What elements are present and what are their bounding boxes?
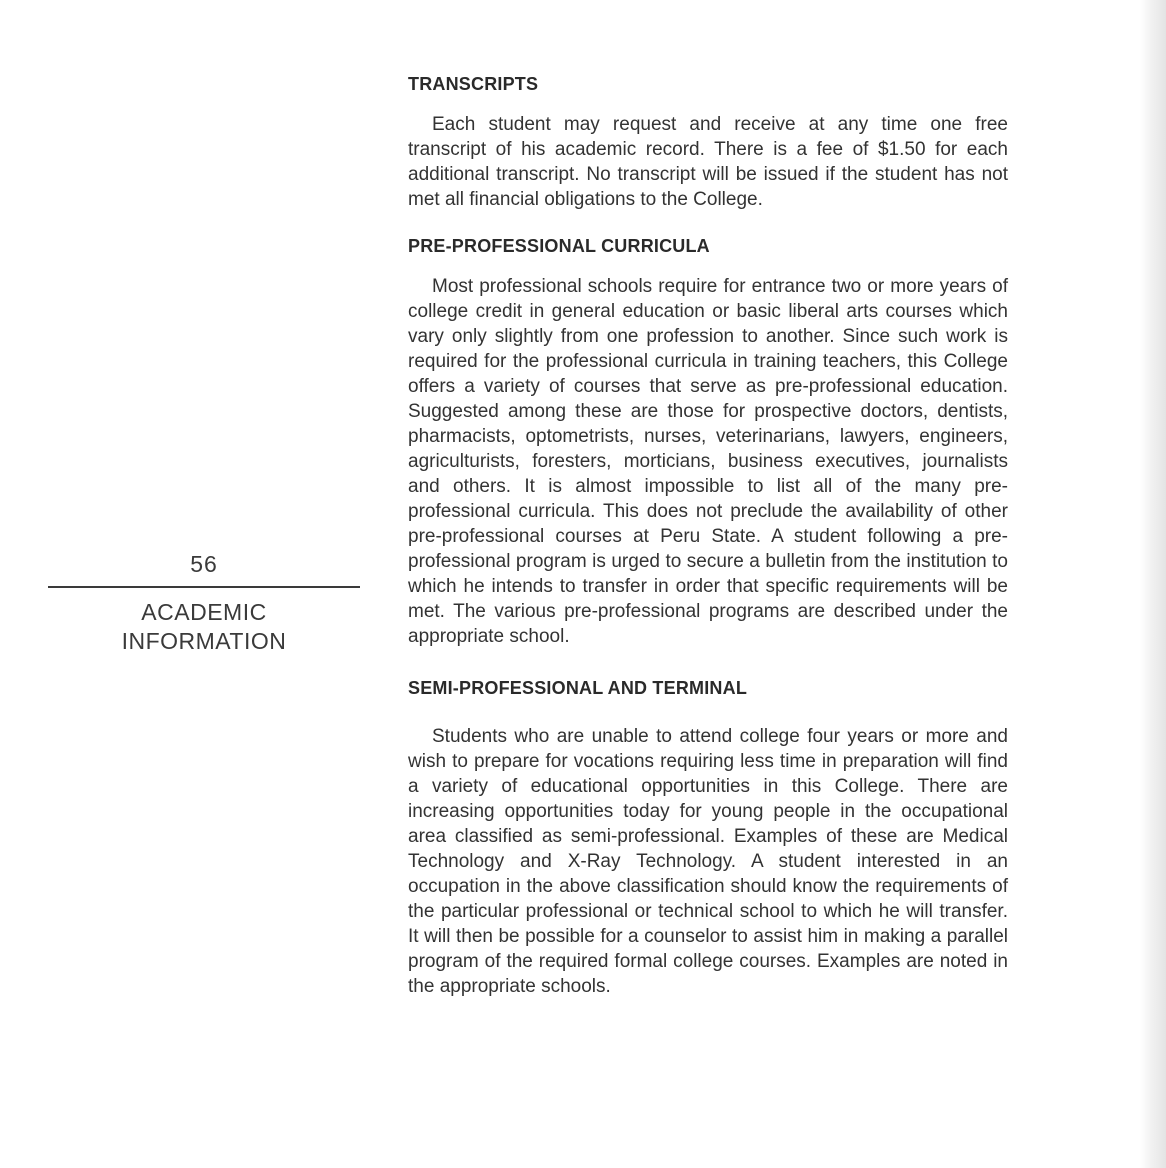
paragraph-pre-professional-curricula: Most professional schools require for entrance two or more years of college credit in general education or basic liberal arts courses which vary only slightly from one profession to another. Since such work is required for the professional curricula in training teachers, this College offers a variety of courses that serve as pre-professional education. Suggested among these are those for prospective doctors, dentists, pharmacists, optometrists, nurses, veterinarians, lawyers, engineers, agriculturists, foresters, morticians, business executives, journalists and others. It is almost impossible to list all of the many pre-professional curricula. This does not preclude the availability of other pre-professional courses at Peru State. A student following a pre-professional program is urged to secure a bulletin from the institution to which he intends to transfer in order that specific requirements will be met. The various pre-professional programs are described under the appropriate school. bbox=[408, 276, 1008, 647]
main-content bbox=[408, 72, 1008, 999]
page-number: 56 bbox=[190, 551, 218, 577]
heading-semi-professional-and-terminal: SEMI-PROFESSIONAL AND TERMINAL bbox=[408, 678, 748, 698]
heading-transcripts: TRANSCRIPTS bbox=[408, 74, 539, 94]
section-label-line-2: INFORMATION bbox=[121, 628, 287, 654]
section-label-line-1: ACADEMIC bbox=[141, 599, 267, 625]
paragraph-transcripts: Each student may request and receive at any time one free transcript of his academic record. There is a fee of $1.50 for each additional transcript. No transcript will be issued if the student has not met all financial obligations to the College. bbox=[408, 114, 1008, 210]
page-sidebar bbox=[48, 548, 360, 656]
heading-pre-professional-curricula: PRE-PROFESSIONAL CURRICULA bbox=[408, 236, 710, 256]
paragraph-semi-professional-and-terminal: Students who are unable to attend college four years or more and wish to prepare for vocations requiring less time in preparation will find a variety of educational opportunities in this College. There are increasing opportunities today for young people in the occupational area classified as semi-professional. Examples of these are Medical Technology and X-Ray Technology. A student interested in an occupation in the above classification should know the requirements of the particular professional or technical school to which he will transfer. It will then be possible for a counselor to assist him in making a parallel program of the required formal college courses. Examples are noted in the appropriate schools. bbox=[408, 726, 1008, 997]
page-edge-shadow bbox=[1140, 0, 1166, 1168]
sidebar-divider bbox=[48, 586, 360, 588]
section-label bbox=[48, 598, 360, 656]
